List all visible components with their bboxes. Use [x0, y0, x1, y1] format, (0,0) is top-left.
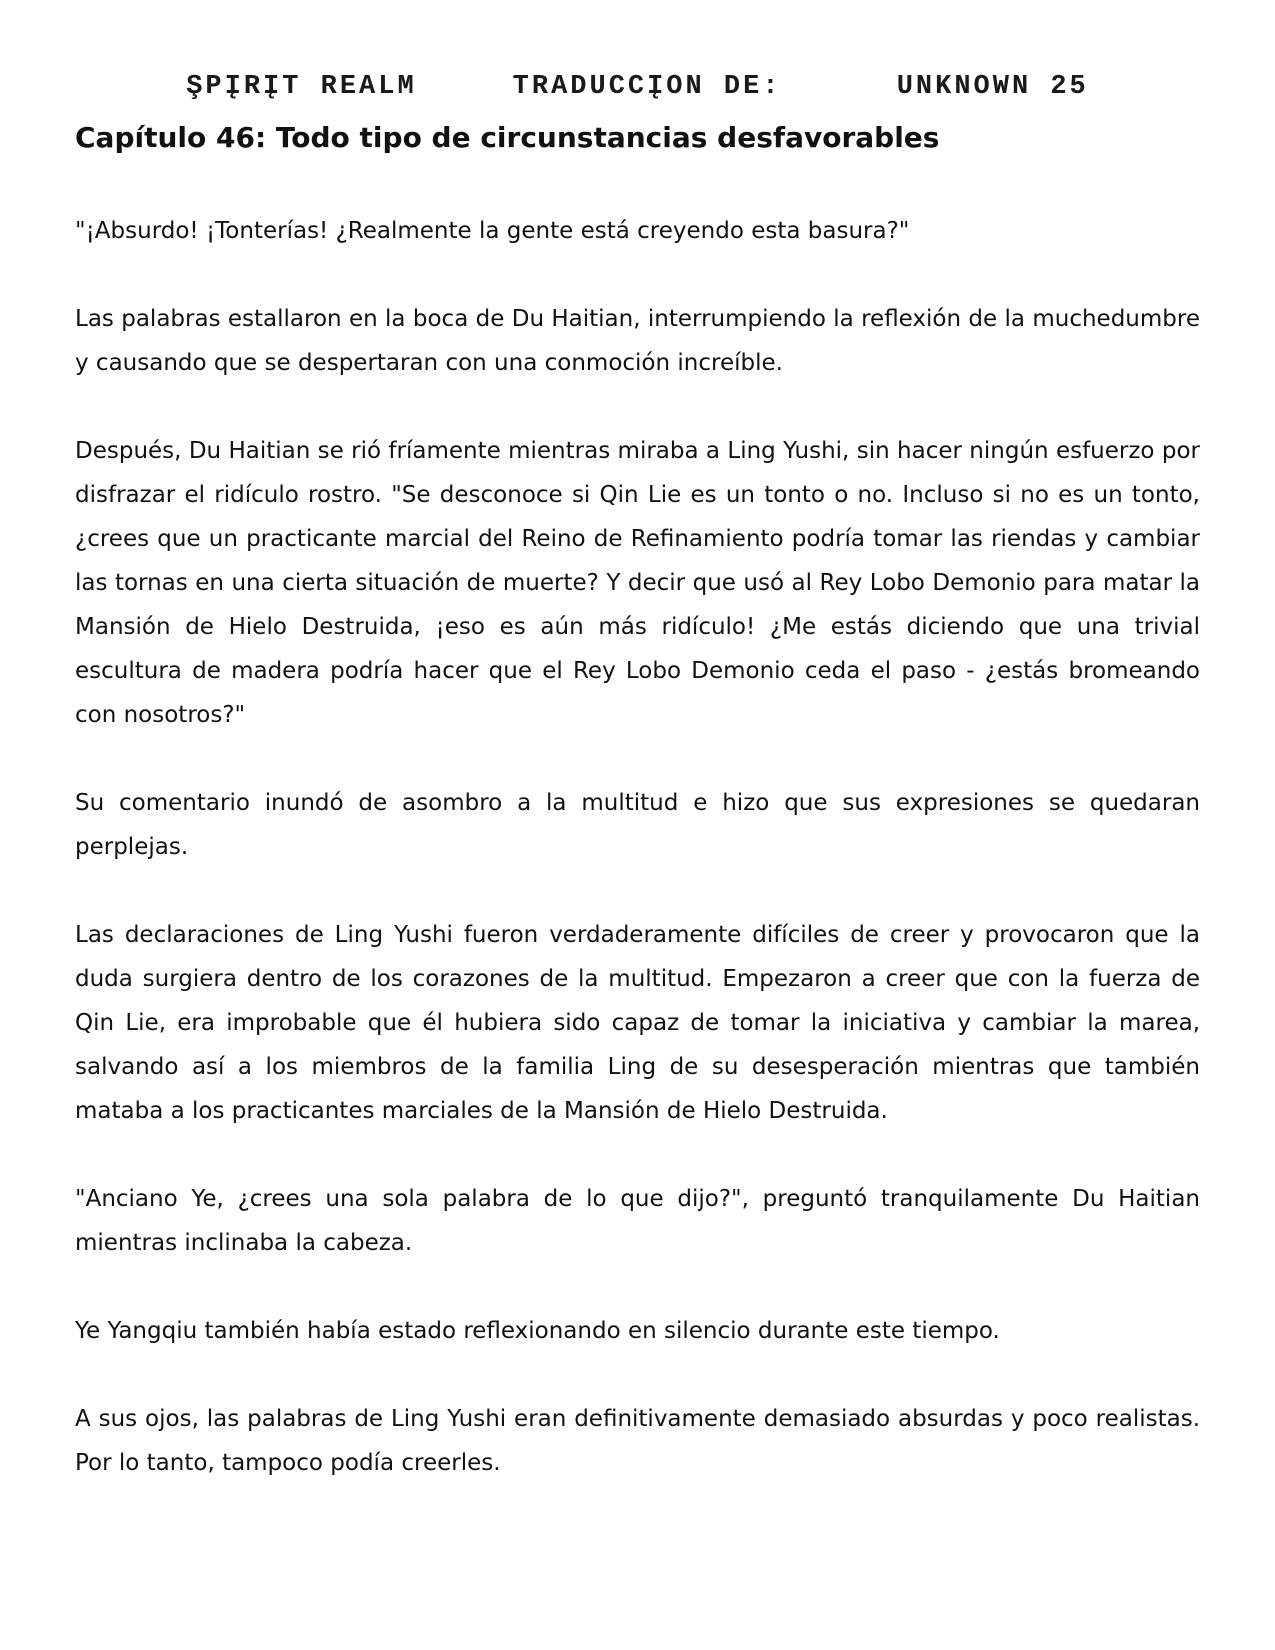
paragraph: Las declaraciones de Ling Yushi fueron verdaderamente difíciles de creer y provocaron que la duda surgiera dentro de los corazones de la multitud. Empezaron a creer que con la fuerza de Qin Lie, era improbable que él hubiera sido capaz de tomar la iniciativa y cambiar la marea, salvando así a los miembros de la familia Ling de su desesperación mientras que también mataba a los practicantes marciales de la Mansión de Hielo Destruida.	[75, 922, 1200, 1124]
document-body	[75, 118, 1200, 1529]
paragraph: Las palabras estallaron en la boca de Du Haitian, interrumpiendo la reflexión de la muchedumbre y causando que se despertaran con una conmoción increíble.	[75, 306, 1200, 376]
paragraph: "¡Absurdo! ¡Tonterías! ¿Realmente la gente está creyendo esta basura?"	[75, 218, 910, 244]
paragraph: Su comentario inundó de asombro a la multitud e hizo que sus expresiones se quedaran perplejas.	[75, 790, 1200, 860]
paragraph: A sus ojos, las palabras de Ling Yushi eran definitivamente demasiado absurdas y poco realistas. Por lo tanto, tampoco podía creerles.	[75, 1406, 1200, 1476]
paragraph: Ye Yangqiu también había estado reflexionando en silencio durante este tiempo.	[75, 1318, 1000, 1344]
paragraph: "Anciano Ye, ¿crees una sola palabra de lo que dijo?", preguntó tranquilamente Du Haitian mientras inclinaba la cabeza.	[75, 1186, 1200, 1256]
chapter-title: Capítulo 46: Todo tipo de circunstancias desfavorables	[75, 121, 940, 154]
paragraph: Después, Du Haitian se rió fríamente mientras miraba a Ling Yushi, sin hacer ningún esfuerzo por disfrazar el ridículo rostro. "Se desconoce si Qin Lie es un tonto o no. Incluso si no es un tonto, ¿crees que un practicante marcial del Reino de Refinamiento podría tomar las riendas y cambiar las tornas en una cierta situación de muerte? Y decir que usó al Rey Lobo Demonio para matar la Mansión de Hielo Destruida, ¡eso es aún más ridículo! ¿Me estás diciendo que una trivial escultura de madera podría hacer que el Rey Lobo Demonio ceda el paso - ¿estás bromeando con nosotros?"	[75, 438, 1200, 728]
page-header: ŞPĮRĮT REALM TRADUCCĮON DE: UNKNOWN 25	[186, 72, 1089, 102]
